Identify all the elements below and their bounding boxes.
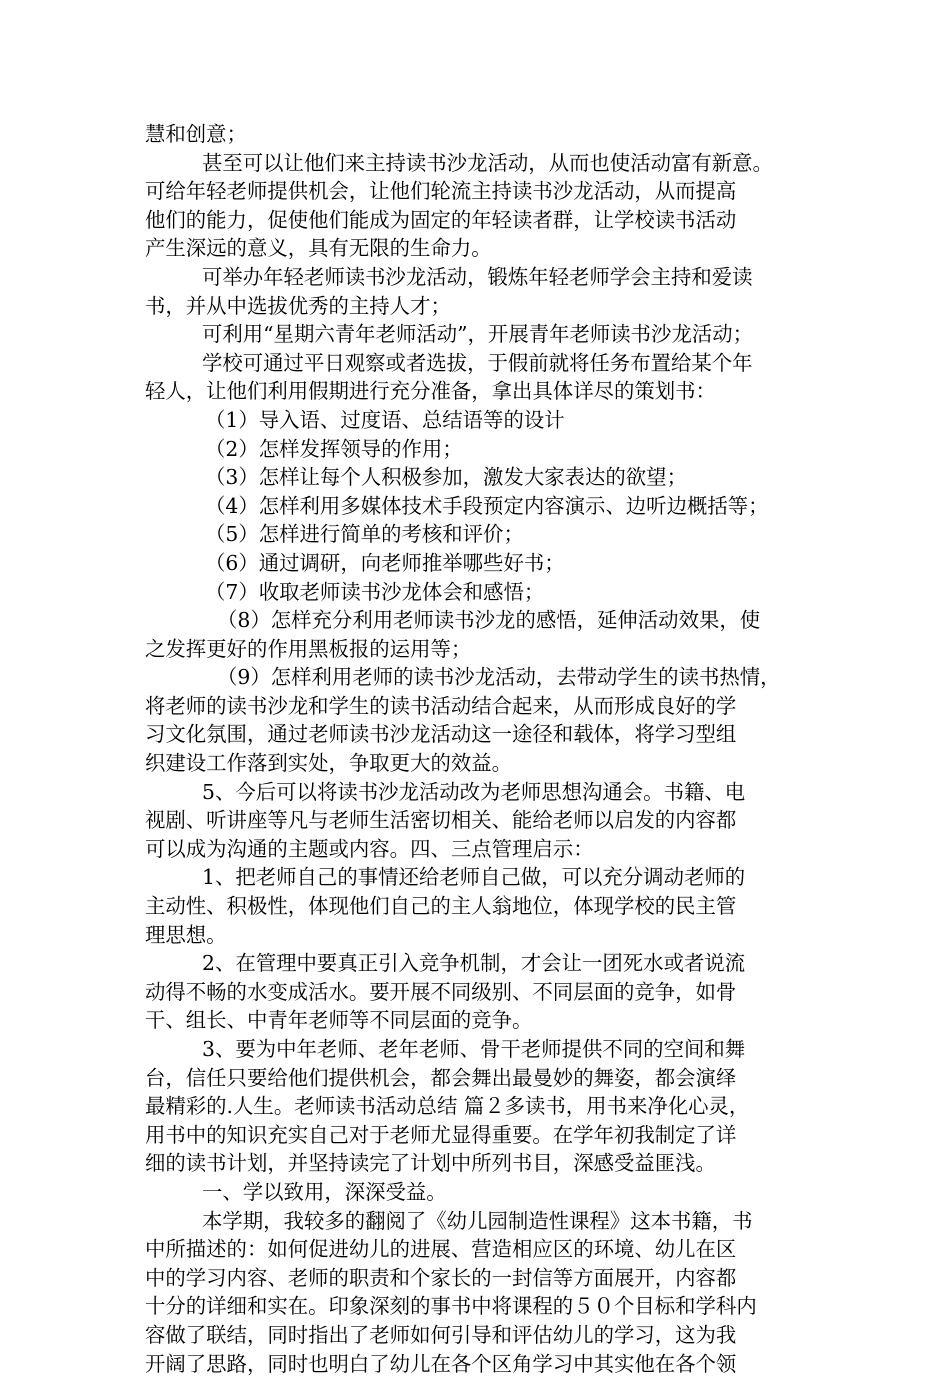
text-line: 慧和创意； (145, 122, 247, 146)
text-line: 用书中的知识充实自己对于老师尤显得重要。在学年初我制定了详 (145, 1122, 737, 1147)
text-line: 书，并从中选拔优秀的主持人才； (145, 293, 451, 318)
text-line: 学校可通过平日观察或者选拔，于假前就将任务布置给某个年 (202, 350, 753, 375)
text-line: 最精彩的.人生。老师读书活动总结 篇２多读书，用书来净化心灵， (145, 1094, 750, 1119)
text-line: 开阔了思路，同时也明白了幼儿在各个区角学习中其实他在各个领 (145, 1351, 737, 1376)
text-line: 本学期，我较多的翻阅了《幼儿园制造性课程》这本书籍，书 (202, 1208, 753, 1233)
text-line: 细的读书计划，并坚持读完了计划中所列书目，深感受益匪浅。 (145, 1151, 716, 1176)
text-line: （4）怎样利用多媒体技术手段预定内容演示、边听边概括等； (205, 493, 769, 518)
text-line: 他们的能力，促使他们能成为固定的年轻读者群，让学校读书活动 (145, 207, 737, 232)
text-line: （7）收取老师读书沙龙体会和感悟； (205, 579, 545, 604)
text-line: （5）怎样进行简单的考核和评价； (205, 522, 524, 547)
text-line: 甚至可以让他们来主持读书沙龙活动，从而也使活动富有新意。 (202, 150, 773, 175)
text-line: 5、今后可以将读书沙龙活动改为老师思想沟通会。书籍、电 (202, 779, 746, 804)
text-line: 2、在管理中要真正引入竞争机制，才会让一团死水或者说流 (202, 951, 746, 976)
text-line: 可给年轻老师提供机会，让他们轮流主持读书沙龙活动，从而提高 (145, 179, 737, 204)
text-line: 十分的详细和实在。印象深刻的事书中将课程的５０个目标和学科内 (145, 1294, 757, 1319)
text-line: 容做了联结，同时指出了老师如何引导和评估幼儿的学习，这为我 (145, 1322, 737, 1347)
text-line: （3）怎样让每个人积极参加，激发大家表达的欲望； (205, 465, 687, 490)
text-line: 习文化氛围，通过老师读书沙龙活动这一途径和载体，将学习型组 (145, 722, 737, 747)
text-line: 将老师的读书沙龙和学生的读书活动结合起来，从而形成良好的学 (145, 693, 737, 718)
text-line: 一、学以致用，深深受益。 (202, 1179, 447, 1204)
text-line: 可利用“星期六青年老师活动”，开展青年老师读书沙龙活动； (202, 322, 754, 347)
text-line: （8）怎样充分利用老师读书沙龙的感悟，延伸活动效果，使 (217, 608, 761, 633)
text-line: 轻人，让他们利用假期进行充分准备，拿出具体详尽的策划书： (145, 379, 716, 404)
text-line: （9）怎样利用老师的读书沙龙活动，去带动学生的读书热情， (217, 665, 781, 690)
text-line: （1）导入语、过度语、总结语等的设计 (205, 407, 565, 432)
text-line: 中的学习内容、老师的职责和个家长的一封信等方面展开，内容都 (145, 1265, 737, 1290)
text-line: 产生深远的意义，具有无限的生命力。 (145, 236, 492, 261)
text-line: 动得不畅的水变成活水。要开展不同级别、不同层面的竞争，如骨 (145, 979, 737, 1004)
text-line: （2）怎样发挥领导的作用； (205, 436, 463, 461)
text-line: 主动性、积极性，体现他们自己的主人翁地位，体现学校的民主管 (145, 894, 737, 919)
text-line: 视剧、听讲座等凡与老师生活密切相关、能给老师以启发的内容都 (145, 808, 737, 833)
text-line: 干、组长、中青年老师等不同层面的竞争。 (145, 1008, 533, 1033)
text-line: 之发挥更好的作用黑板报的运用等； (145, 636, 472, 661)
text-line: 织建设工作落到实处，争取更大的效益。 (145, 751, 513, 776)
document-body (145, 120, 835, 1378)
text-line: 3、要为中年老师、老年老师、骨干老师提供不同的空间和舞 (202, 1037, 746, 1061)
text-line: （6）通过调研，向老师推举哪些好书； (205, 550, 565, 575)
text-line: 1、把老师自己的事情还给老师自己做，可以充分调动老师的 (202, 865, 746, 890)
text-line: 台，信任只要给他们提供机会，都会舞出最曼妙的舞姿，都会演绎 (145, 1065, 737, 1090)
text-line: 可以成为沟通的主题或内容。四、三点管理启示： (145, 836, 594, 861)
text-line: 理思想。 (145, 922, 227, 947)
text-line: 可举办年轻老师读书沙龙活动，锻炼年轻老师学会主持和爱读 (202, 264, 753, 289)
text-line: 中所描述的：如何促进幼儿的进展、营造相应区的环境、幼儿在区 (145, 1237, 737, 1262)
